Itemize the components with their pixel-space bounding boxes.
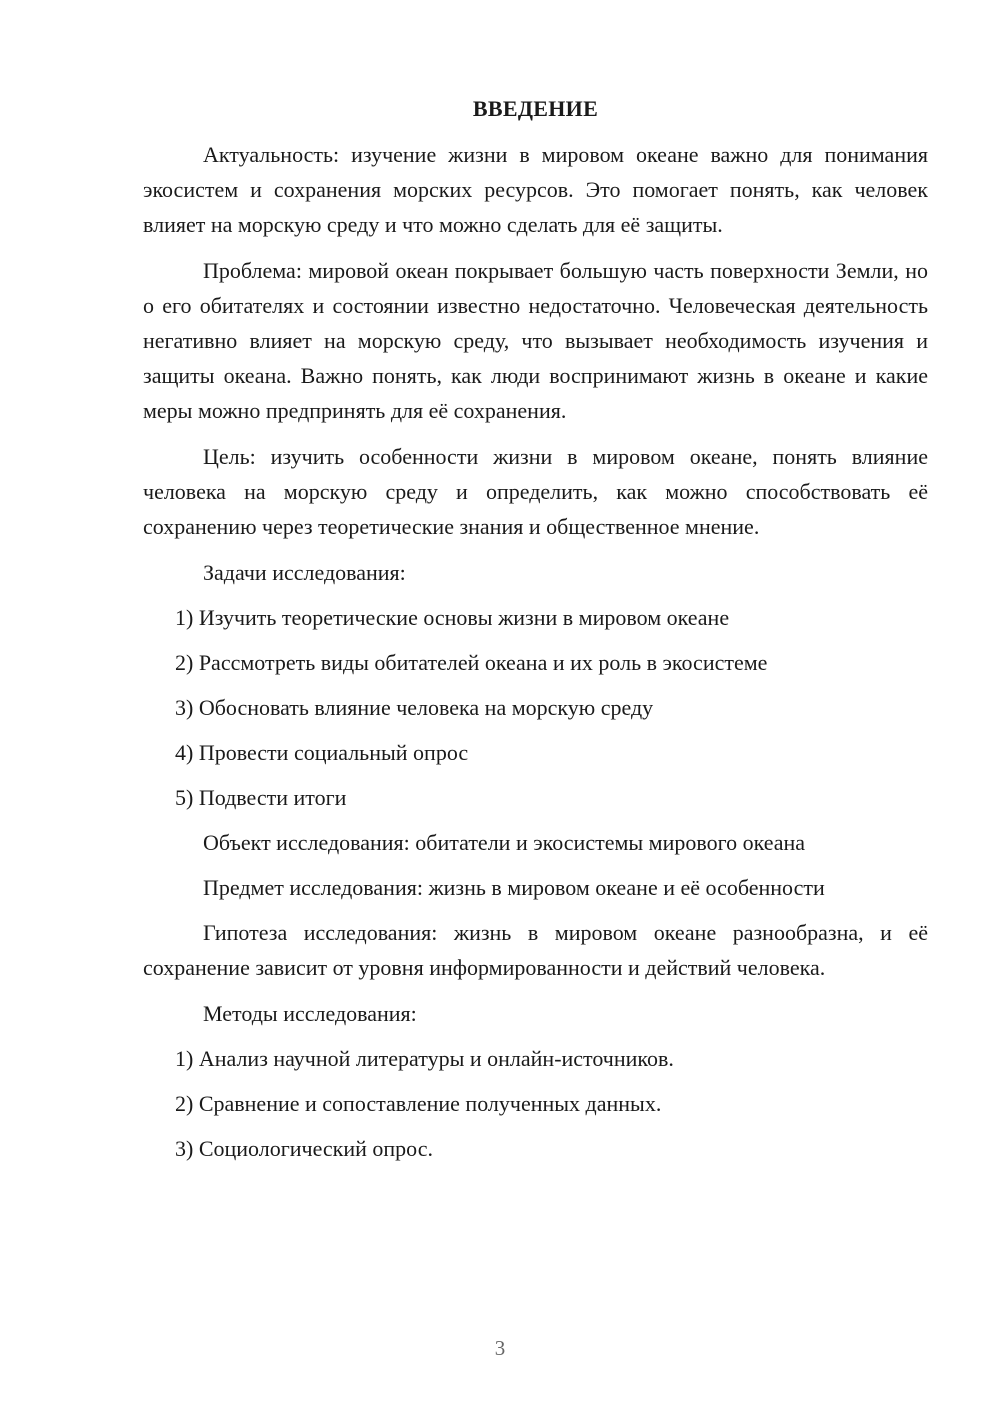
document-page — [143, 92, 928, 1166]
goal-paragraph: Цель: изучить особенности жизни в мировом океане, понять влияние человека на морскую среду и определить, как можно способствовать её сохранению через теоретические знания и общественное мнение. — [143, 444, 928, 539]
method-item: 1) Анализ научной литературы и онлайн-источников. — [175, 1046, 674, 1071]
tasks-heading: Задачи исследования: — [203, 560, 406, 585]
task-item: 4) Провести социальный опрос — [175, 740, 469, 765]
method-item: 2) Сравнение и сопоставление полученных данных. — [175, 1091, 662, 1116]
methods-heading: Методы исследования: — [203, 1001, 417, 1026]
task-item: 5) Подвести итоги — [175, 785, 347, 810]
method-item: 3) Социологический опрос. — [175, 1136, 433, 1161]
section-heading: ВВЕДЕНИЕ — [472, 96, 599, 121]
task-item: 2) Рассмотреть виды обитателей океана и их роль в экосистеме — [175, 650, 768, 675]
task-item: 1) Изучить теоретические основы жизни в мировом океане — [175, 605, 730, 630]
hypothesis-paragraph: Гипотеза исследования: жизнь в мировом океане разнообразна, и её сохранение зависит от уровня информированности и действий человека. — [143, 920, 928, 980]
task-item: 3) Обосновать влияние человека на морскую среду — [175, 695, 654, 720]
relevance-paragraph: Актуальность: изучение жизни в мировом океане важно для понимания экосистем и сохранения морских ресурсов. Это помогает понять, как человек влияет на морскую среду и что можно сделать для её защиты. — [143, 142, 928, 237]
page-number: 3 — [494, 1336, 506, 1360]
problem-paragraph: Проблема: мировой океан покрывает большую часть поверхности Земли, но о его обитателях и состоянии известно недостаточно. Человеческая деятельность негативно влияет на морскую среду, что вызывает необходимость изучения и защиты океана. Важно понять, как люди воспринимают жизнь в океане и какие меры можно предпринять для её сохранения. — [143, 258, 928, 423]
subject-paragraph: Предмет исследования: жизнь в мировом океане и её особенности — [203, 875, 825, 900]
object-paragraph: Объект исследования: обитатели и экосистемы мирового океана — [203, 830, 806, 855]
